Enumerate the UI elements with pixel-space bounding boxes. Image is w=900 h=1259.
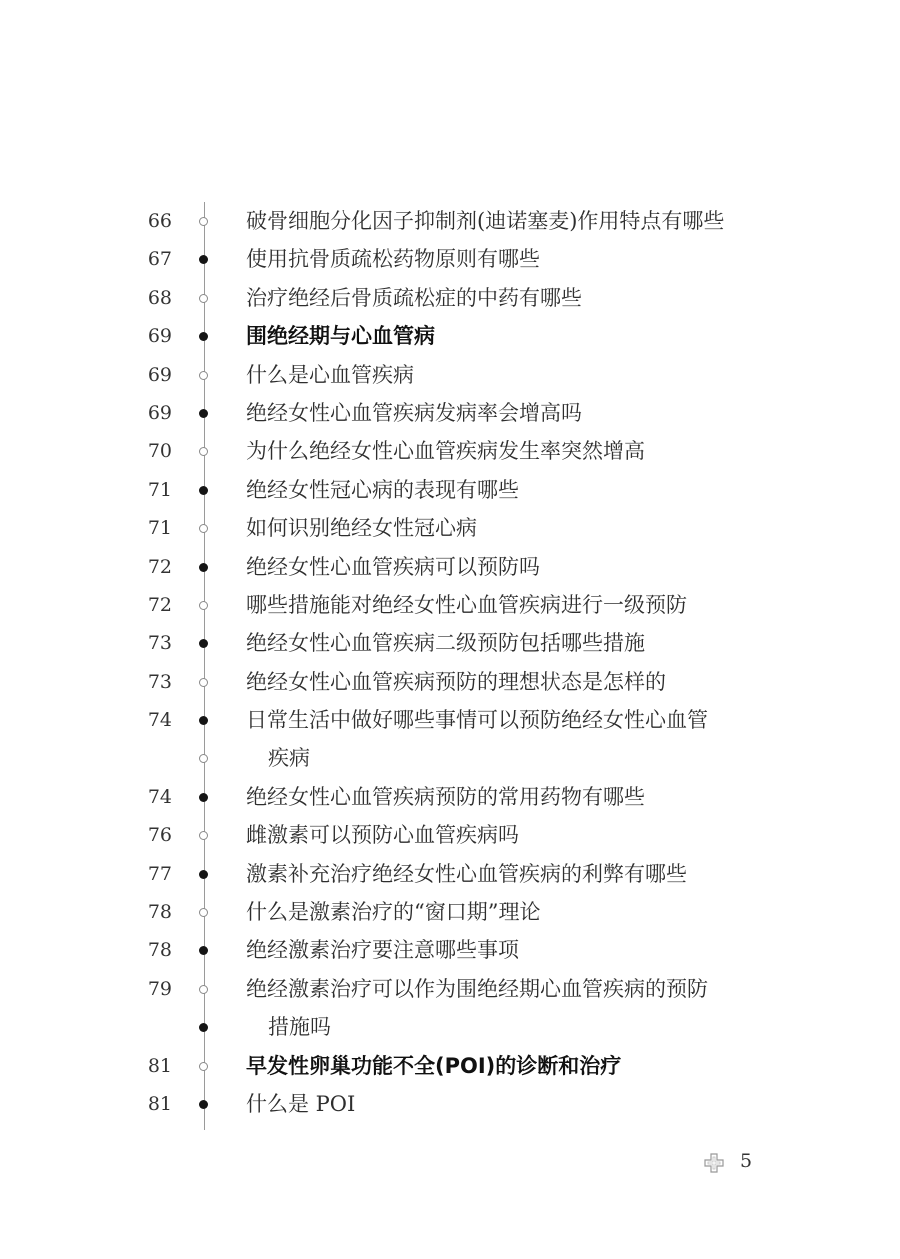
toc-entry[interactable] [0, 855, 900, 893]
toc-entry-title: 措施吗 [268, 1015, 331, 1040]
toc-bullet-icon [199, 1062, 208, 1071]
toc-page-number: 69 [147, 363, 172, 386]
toc-entry-title: 激素补充治疗绝经女性心血管疾病的利弊有哪些 [246, 861, 687, 886]
toc-bullet-icon [199, 870, 208, 879]
toc-entry[interactable] [0, 548, 900, 586]
toc-entry[interactable] [0, 279, 900, 317]
toc-bullet-icon [199, 447, 208, 456]
toc-bullet-icon [199, 793, 208, 802]
toc-page-number: 74 [147, 709, 172, 732]
toc-section-title: 早发性卵巢功能不全(POI)的诊断和治疗 [246, 1053, 622, 1078]
toc-entry-continuation[interactable] [0, 739, 900, 777]
toc-entry-title: 绝经女性心血管疾病预防的理想状态是怎样的 [246, 669, 666, 694]
toc-page-number: 73 [147, 670, 172, 693]
toc-bullet-icon [199, 946, 208, 955]
toc-entry[interactable] [0, 701, 900, 739]
toc-page-number: 79 [147, 977, 172, 1000]
toc-entry-title: 如何识别绝经女性冠心病 [246, 516, 477, 541]
toc-entry-title: 为什么绝经女性心血管疾病发生率突然增高 [246, 439, 645, 464]
toc-bullet-icon [199, 255, 208, 264]
toc-entry-title: 绝经激素治疗要注意哪些事项 [246, 938, 519, 963]
toc-page-number: 66 [147, 210, 172, 232]
toc-entry-title: 日常生活中做好哪些事情可以预防绝经女性心血管 [246, 708, 708, 733]
toc-page-number: 81 [147, 1054, 172, 1077]
toc-page-number: 69 [147, 325, 172, 348]
toc-entry[interactable] [0, 931, 900, 969]
toc-entry[interactable] [0, 893, 900, 931]
toc-page-number: 77 [147, 862, 172, 885]
toc-entry[interactable] [0, 663, 900, 701]
toc-entry[interactable] [0, 394, 900, 432]
toc-entry[interactable] [0, 624, 900, 662]
toc-entry[interactable] [0, 202, 900, 240]
toc-page-number: 76 [147, 824, 172, 847]
toc-bullet-icon [199, 371, 208, 380]
toc-entry-title: 使用抗骨质疏松药物原则有哪些 [246, 247, 540, 272]
toc-bullet-icon [199, 639, 208, 648]
toc-entry[interactable] [0, 356, 900, 394]
toc-page-number: 71 [147, 517, 172, 540]
toc-entry-title: 哪些措施能对绝经女性心血管疾病进行一级预防 [246, 592, 687, 617]
toc-entry-title: 什么是心血管疾病 [246, 362, 414, 387]
toc-page-number: 71 [147, 478, 172, 501]
toc-entry[interactable] [0, 240, 900, 278]
toc-entry-title: 什么是激素治疗的“窗口期”理论 [246, 900, 541, 925]
toc-bullet-icon [199, 831, 208, 840]
toc-page-number: 81 [147, 1092, 172, 1115]
toc-entry[interactable] [0, 816, 900, 854]
toc-entry[interactable] [0, 586, 900, 624]
toc-bullet-icon [199, 985, 208, 994]
toc-page-number: 72 [147, 555, 172, 578]
toc-entry-title: 绝经激素治疗可以作为围绝经期心血管疾病的预防 [246, 976, 708, 1001]
toc-page-number: 74 [147, 785, 172, 808]
toc-entry-title: 绝经女性心血管疾病发病率会增高吗 [246, 400, 582, 425]
toc-page-number: 68 [147, 286, 172, 309]
toc-page-number: 78 [147, 939, 172, 962]
toc-entry[interactable] [0, 471, 900, 509]
toc-section-heading[interactable] [0, 317, 900, 355]
toc-page-number: 70 [147, 440, 172, 463]
toc-section-heading[interactable] [0, 1047, 900, 1085]
toc-entry-title: 绝经女性心血管疾病预防的常用药物有哪些 [246, 784, 645, 809]
toc-section-title: 围绝经期与心血管病 [246, 324, 435, 349]
toc-bullet-icon [199, 563, 208, 572]
toc-bullet-icon [199, 409, 208, 418]
toc-page-number: 67 [147, 248, 172, 271]
toc-entry[interactable] [0, 509, 900, 547]
toc-entry-title: 绝经女性心血管疾病二级预防包括哪些措施 [246, 631, 645, 656]
toc-bullet-icon [199, 217, 208, 226]
toc-bullet-icon [199, 524, 208, 533]
toc-bullet-icon [199, 678, 208, 687]
toc-entry-title: 破骨细胞分化因子抑制剂(迪诺塞麦)作用特点有哪些 [246, 209, 725, 233]
toc-entry-title: 疾病 [268, 746, 310, 771]
toc-page-number: 73 [147, 632, 172, 655]
toc-bullet-icon [199, 908, 208, 917]
toc-entry-title: 绝经女性冠心病的表现有哪些 [246, 477, 519, 502]
toc-page-number: 78 [147, 901, 172, 924]
page-number: 5 [740, 1150, 753, 1172]
toc-entry-title: 绝经女性心血管疾病可以预防吗 [246, 554, 540, 579]
toc-entry-title: 什么是 POI [246, 1091, 356, 1116]
toc-bullet-icon [199, 1023, 208, 1032]
toc-entry[interactable] [0, 778, 900, 816]
toc-page-number: 72 [147, 593, 172, 616]
toc-bullet-icon [199, 601, 208, 610]
toc-entry-title: 雌激素可以预防心血管疾病吗 [246, 823, 519, 848]
table-of-contents [0, 202, 900, 1123]
cross-outline-icon [704, 1153, 724, 1173]
toc-bullet-icon [199, 716, 208, 725]
toc-bullet-icon [199, 754, 208, 763]
toc-page-number: 69 [147, 401, 172, 424]
toc-entry[interactable] [0, 1085, 900, 1123]
toc-entry-title: 治疗绝经后骨质疏松症的中药有哪些 [246, 285, 582, 310]
toc-entry[interactable] [0, 970, 900, 1008]
toc-bullet-icon [199, 294, 208, 303]
toc-bullet-icon [199, 332, 208, 341]
toc-entry-continuation[interactable] [0, 1008, 900, 1046]
toc-bullet-icon [199, 1100, 208, 1109]
toc-entry[interactable] [0, 432, 900, 470]
toc-bullet-icon [199, 486, 208, 495]
